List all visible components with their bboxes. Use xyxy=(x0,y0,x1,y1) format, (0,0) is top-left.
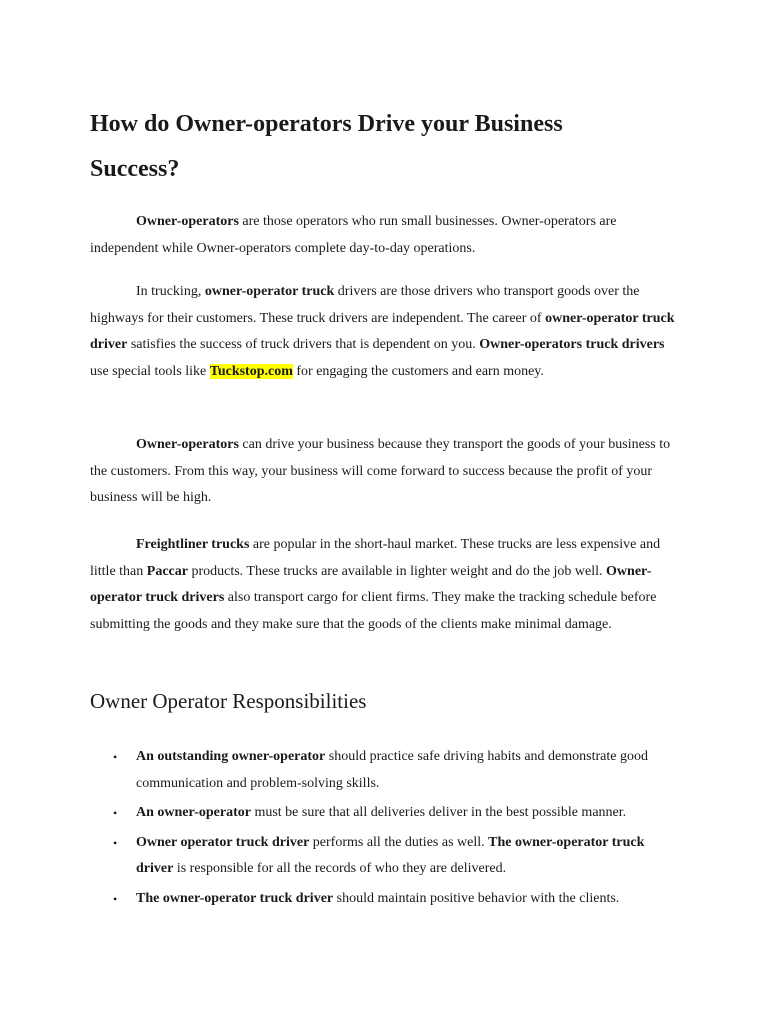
list-item xyxy=(90,830,680,883)
bold-term: Owner-operators xyxy=(136,214,239,229)
bold-term: Freightliner trucks xyxy=(136,537,250,552)
responsibilities-list xyxy=(90,744,680,915)
bold-term: owner-operator truck xyxy=(204,284,335,299)
bold-term: owner-operator truck driver xyxy=(90,310,675,352)
bold-term: An outstanding owner-operator xyxy=(136,749,326,764)
list-item xyxy=(90,800,680,827)
bold-term: Owner-operator truck drivers xyxy=(90,563,652,605)
tuckstop-link[interactable]: Tuckstop.com xyxy=(209,363,293,379)
bold-term: Owner operator truck driver xyxy=(136,834,310,850)
list-text: must be sure that all deliveries deliver in the best possible manner. xyxy=(250,805,627,820)
paragraph-text: can drive your business because they transport the goods of your business to the customers. From this way, your business will come forward to success because the profit of your business will be high. xyxy=(90,437,671,505)
bold-term: Owner-operators xyxy=(136,437,239,452)
bullet-icon: • xyxy=(113,806,118,820)
paragraph-text: satisfies the success of truck drivers that is dependent on you. xyxy=(127,337,480,352)
list-text: performs all the duties as well. xyxy=(309,834,489,850)
list-item xyxy=(90,886,680,913)
paragraph-text: also transport cargo for client firms. They make the tracking schedule before submitting the goods and they make sure that the goods of the clients make minimal damage. xyxy=(90,590,657,632)
bold-term: The owner-operator truck driver xyxy=(136,890,334,906)
list-text: should practice safe driving habits and demonstrate good communication and problem-solving skills. xyxy=(136,749,648,791)
paragraph-text: In trucking, xyxy=(136,284,205,299)
paragraph-text: drivers are those drivers who transport goods over the highways for their customers. These truck drivers are independent. The career of xyxy=(90,284,640,326)
list-item xyxy=(90,744,680,797)
bullet-icon: • xyxy=(113,750,118,764)
bold-term: The owner-operator truck driver xyxy=(136,834,645,876)
paragraph-text: are those operators who run small businesses. Owner-operators are independent while Owner-operators complete day-to-day operations. xyxy=(90,214,617,256)
paragraph-text: use special tools like xyxy=(90,363,210,379)
section-heading-responsibilities: Owner Operator Responsibilities xyxy=(90,689,367,713)
paragraph-owner-operators-intro xyxy=(90,209,680,262)
bullet-icon: • xyxy=(113,835,118,850)
paragraph-trucking xyxy=(90,279,680,385)
paragraph-text: are popular in the short-haul market. These trucks are less expensive and little than xyxy=(90,537,661,579)
bold-term: Paccar xyxy=(146,563,188,579)
paragraph-freightliner xyxy=(90,532,680,638)
paragraph-drive-business xyxy=(90,432,680,512)
paragraph-text: products. These trucks are available in lighter weight and do the job well. xyxy=(187,563,607,579)
bold-term: Owner-operators truck drivers xyxy=(479,337,665,352)
bullet-icon: • xyxy=(113,891,118,906)
list-text: is responsible for all the records of who they are delivered. xyxy=(173,861,507,876)
bold-term: An owner-operator xyxy=(136,805,251,820)
list-text: should maintain positive behavior with the clients. xyxy=(333,890,620,906)
page-title: How do Owner-operators Drive your Business Success? xyxy=(90,111,563,182)
paragraph-text: for engaging the customers and earn money. xyxy=(292,363,544,379)
